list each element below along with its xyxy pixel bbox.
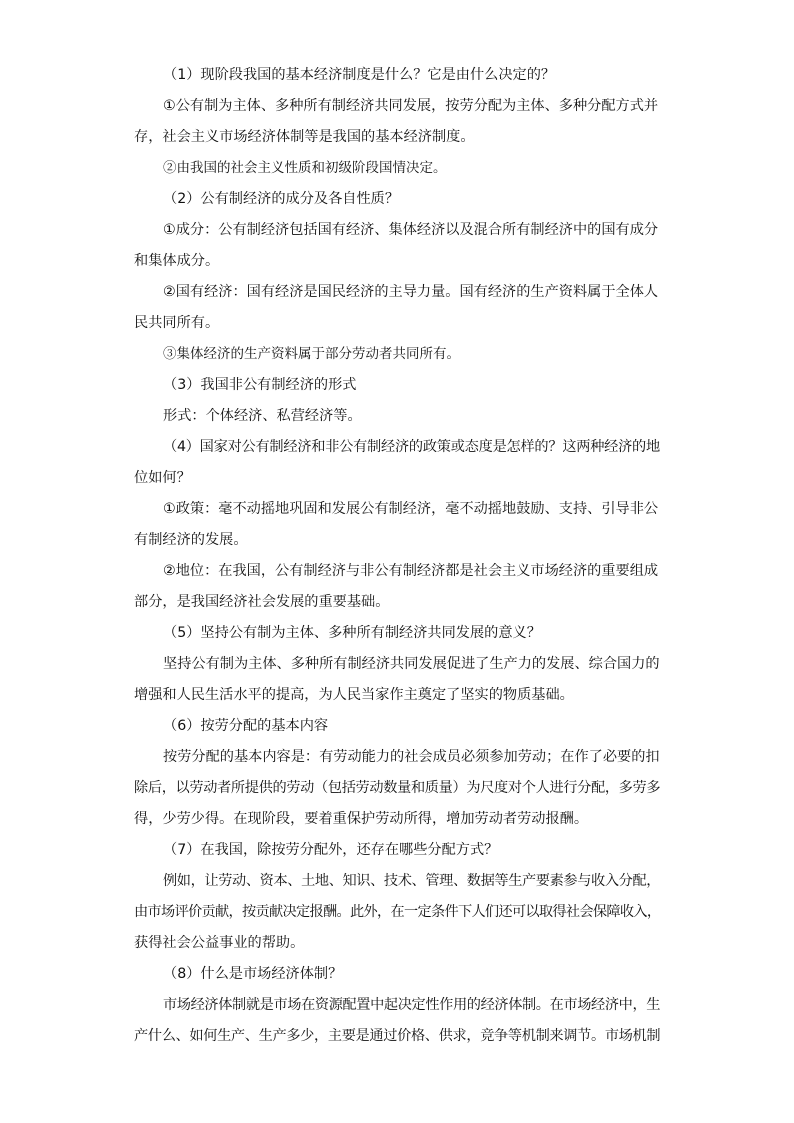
question-4-line-2: 位如何？ (134, 470, 191, 486)
document-page (134, 60, 662, 1052)
answer-1a-line-2: 存，社会主义市场经济体制等是我国的基本经济制度。 (134, 129, 475, 145)
answer-3: 形式：个体经济、私营经济等。 (163, 408, 362, 424)
question-1: （1）现阶段我国的基本经济制度是什么？它是由什么决定的？ (163, 67, 556, 83)
answer-2b-line-2: 民共同所有。 (134, 315, 220, 331)
answer-6-line-3: 得，少劳少得。在现阶段，要着重保护劳动所得，增加劳动者劳动报酬。 (134, 811, 589, 827)
question-5: （5）坚持公有制为主体、多种所有制经济共同发展的意义？ (163, 625, 541, 641)
answer-1a-line-1: ①公有制为主体、多种所有制经济共同发展，按劳分配为主体、多种分配方式并 (163, 98, 659, 114)
answer-2a-line-1: ①成分：公有制经济包括国有经济、集体经济以及混合所有制经济中的国有成分 (163, 222, 659, 238)
answer-4a-line-2: 有制经济的发展。 (134, 532, 248, 548)
question-2: （2）公有制经济的成分及各自性质？ (163, 191, 400, 207)
answer-4a-line-1: ①政策：毫不动摇地巩固和发展公有制经济，毫不动摇地鼓励、支持、引导非公 (163, 501, 659, 517)
answer-7-line-1: 例如，让劳动、资本、土地、知识、技术、管理、数据等生产要素参与收入分配， (163, 873, 661, 889)
question-7: （7）在我国，除按劳分配外，还存在哪些分配方式？ (163, 842, 499, 858)
question-6: （6）按劳分配的基本内容 (163, 718, 329, 734)
answer-8-line-1: 市场经济体制就是市场在资源配置中起决定性作用的经济体制。在市场经济中，生 (163, 997, 661, 1013)
answer-4b-line-2: 部分，是我国经济社会发展的重要基础。 (134, 594, 390, 610)
answer-2c: ③集体经济的生产资料属于部分劳动者共同所有。 (163, 346, 460, 362)
answer-2b-line-1: ②国有经济：国有经济是国民经济的主导力量。国有经济的生产资料属于全体人 (163, 284, 659, 300)
answer-6-line-1: 按劳分配的基本内容是：有劳动能力的社会成员必须参加劳动；在作了必要的扣 (163, 749, 660, 765)
answer-5-line-2: 增强和人民生活水平的提高，为人民当家作主奠定了坚实的物质基础。 (134, 687, 574, 703)
answer-2a-line-2: 和集体成分。 (134, 253, 220, 269)
answer-7-line-2: 由市场评价贡献，按贡献决定报酬。此外，在一定条件下人们还可以取得社会保障收入， (134, 904, 661, 920)
answer-1b: ②由我国的社会主义性质和初级阶段国情决定。 (163, 160, 447, 176)
question-3: （3）我国非公有制经济的形式 (163, 377, 357, 393)
answer-7-line-3: 获得社会公益事业的帮助。 (134, 935, 305, 951)
answer-5-line-1: 坚持公有制为主体、多种所有制经济共同发展促进了生产力的发展、综合国力的 (163, 656, 660, 672)
question-4-line-1: （4）国家对公有制经济和非公有制经济的政策或态度是怎样的？这两种经济的地 (163, 439, 660, 455)
question-8: （8）什么是市场经济体制？ (163, 966, 343, 982)
answer-6-line-2: 除后，以劳动者所提供的劳动（包括劳动数量和质量）为尺度对个人进行分配，多劳多 (134, 780, 661, 796)
answer-4b-line-1: ②地位：在我国，公有制经济与非公有制经济都是社会主义市场经济的重要组成 (163, 563, 659, 579)
answer-8-line-2: 产什么、如何生产、生产多少，主要是通过价格、供求，竞争等机制来调节。市场机制 (134, 1028, 661, 1044)
